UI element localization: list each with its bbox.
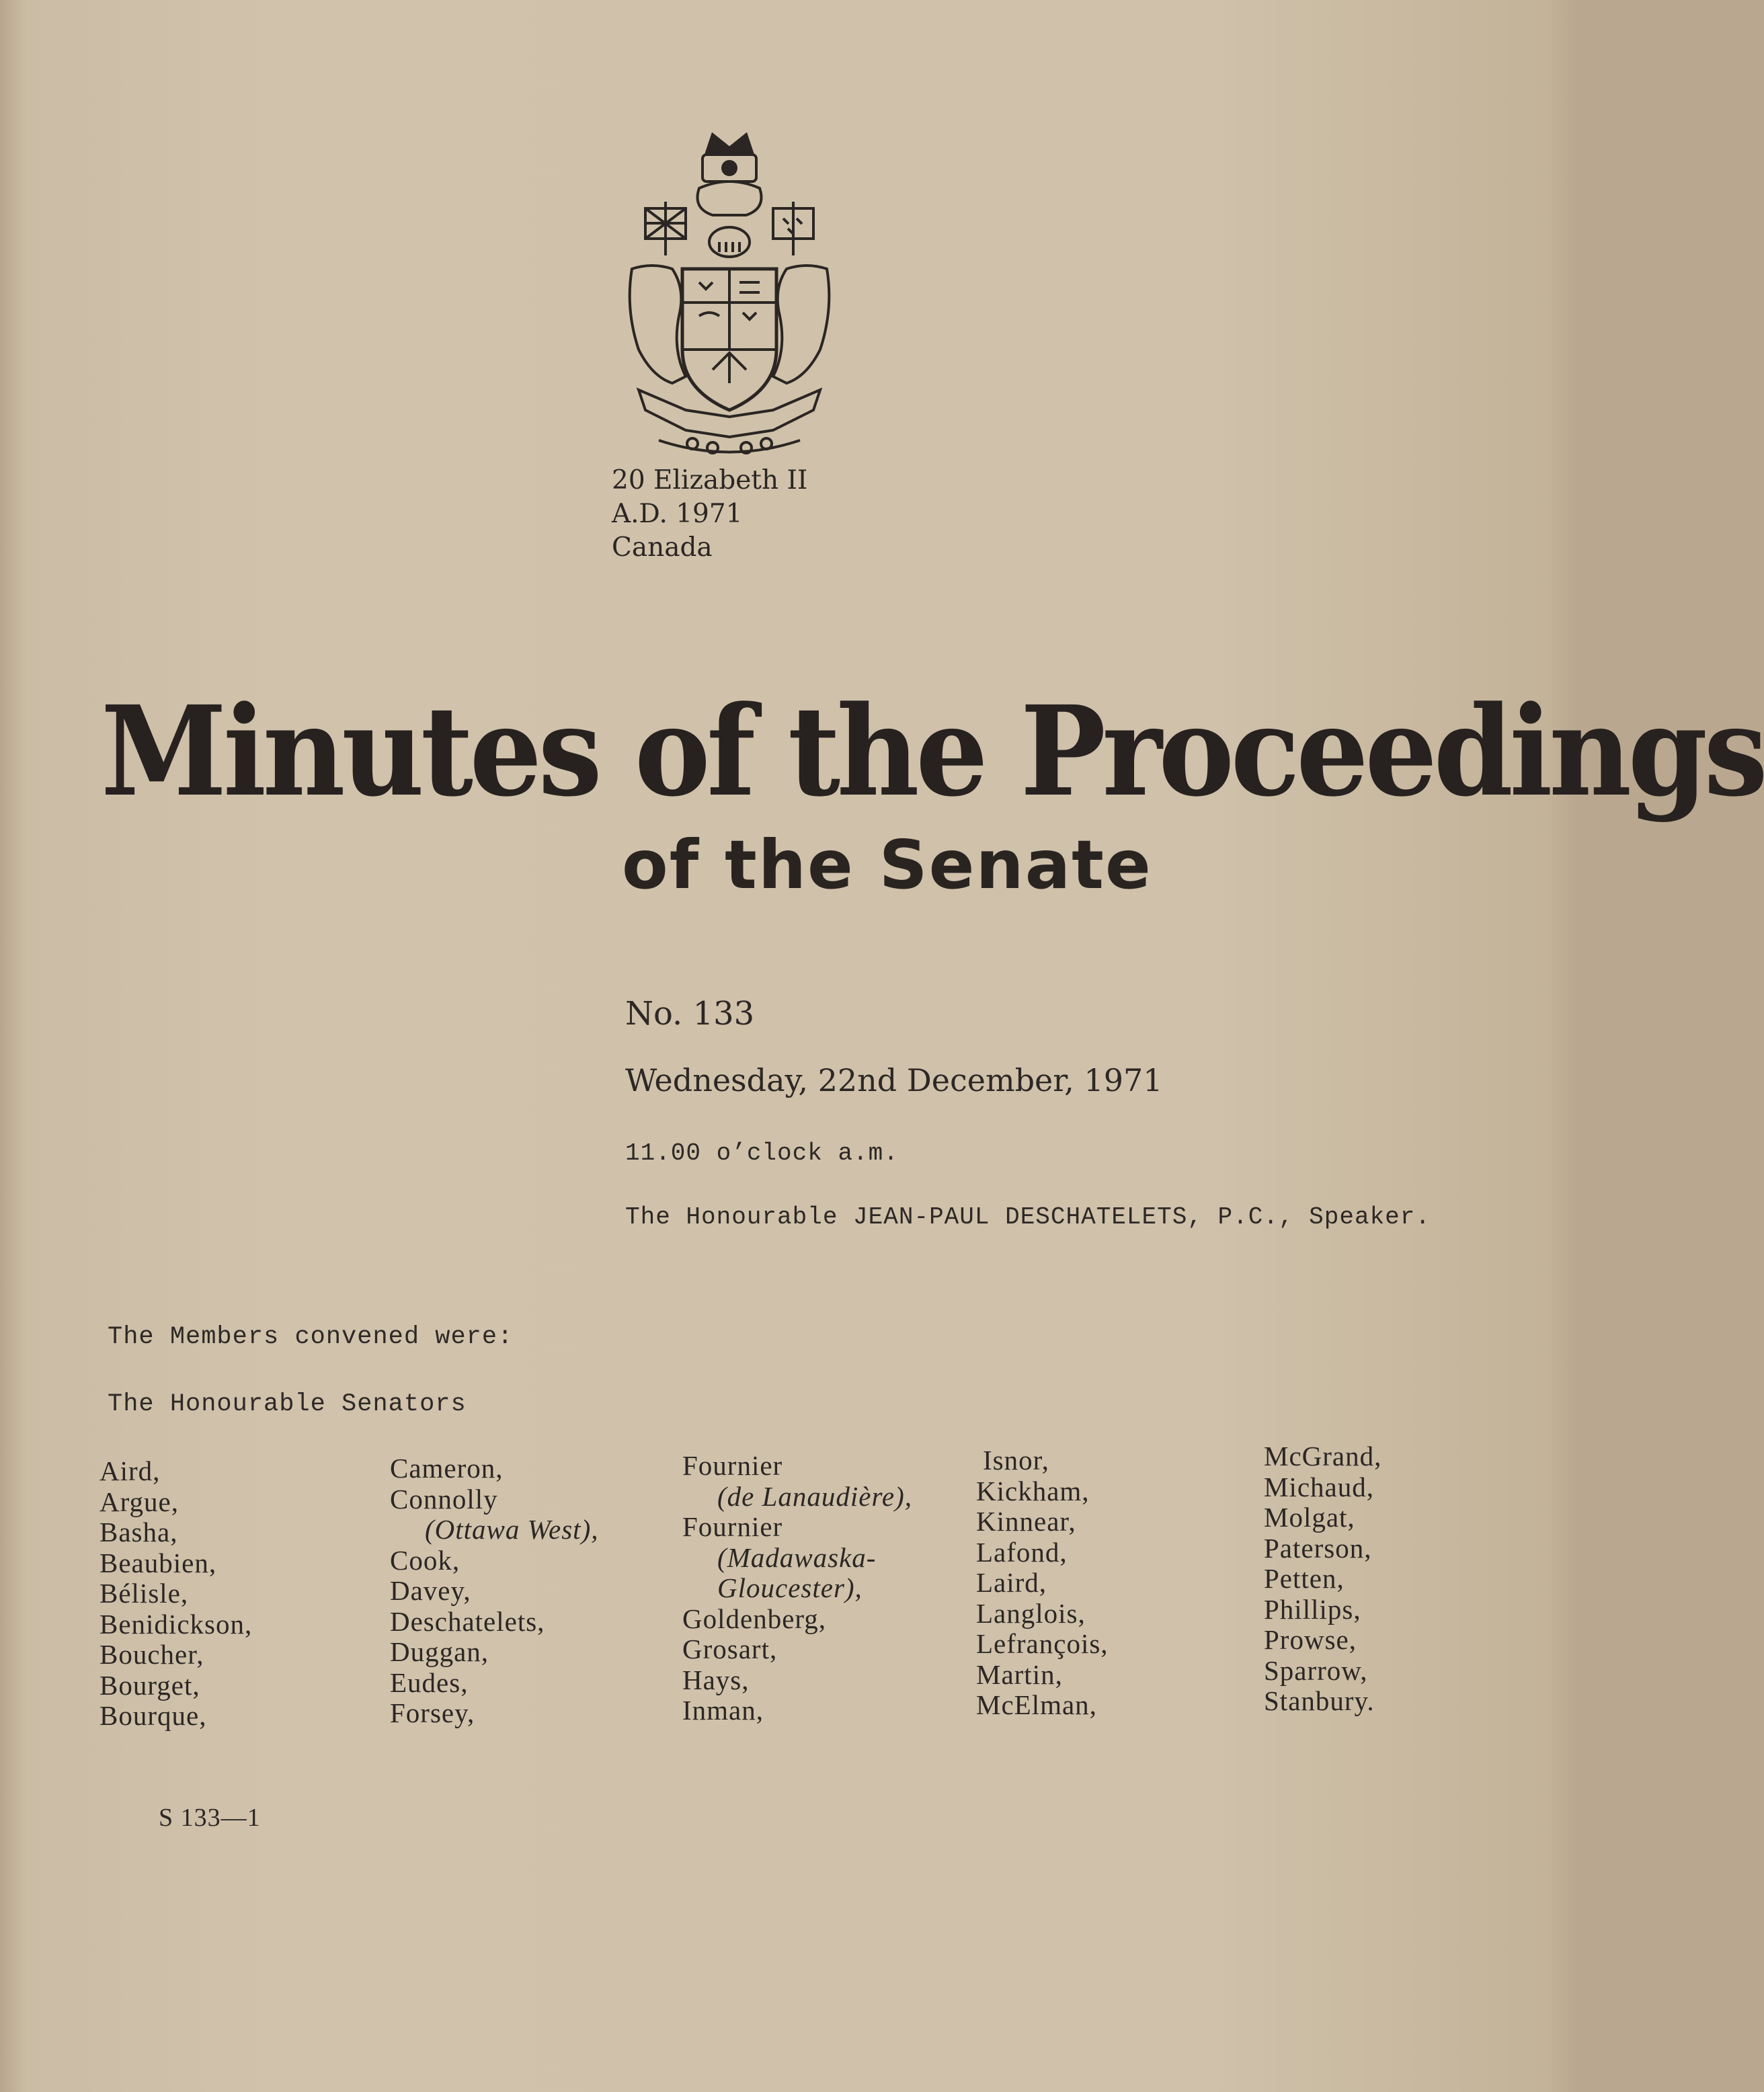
senator-riding: (Ottawa West), [425,1514,599,1545]
senator-name: Aird, [99,1455,161,1486]
senator-name: Phillips, [1264,1593,1361,1625]
senator-name: Martin, [976,1658,1063,1690]
senator-name: Molgat, [1264,1502,1355,1533]
senator-name: Prowse, [1264,1624,1357,1655]
senator-name: Lefrançois, [976,1628,1109,1659]
year: A.D. 1971 [612,499,743,529]
senators-column-5 [1264,1441,1381,1717]
senator-name: Fournier [682,1511,783,1542]
senator-name: Boucher, [99,1639,204,1670]
senator-name: Lafond, [976,1536,1068,1568]
senator-name: Fournier [682,1450,783,1481]
senators-column-3 [682,1451,912,1726]
senator-name: Isnor, [983,1445,1049,1476]
sitting-time: 11.00 o’clock a.m. [625,1139,899,1167]
senator-riding: (de Lanaudière), [717,1480,913,1512]
senator-name: Michaud, [1264,1471,1374,1502]
senator-name: Forsey, [390,1697,475,1728]
senator-name: Kickham, [976,1475,1090,1506]
senators-heading: The Honourable Senators [108,1390,467,1418]
senator-name: Laird, [976,1567,1047,1598]
senators-column-1 [99,1456,252,1732]
senator-riding: (Madawaska- [717,1541,877,1573]
senator-name: Benidickson, [99,1608,253,1640]
senator-name: Argue, [99,1486,179,1517]
senator-name: Sparrow, [1264,1654,1368,1686]
document-title: Minutes of the Proceedings [101,679,1764,824]
senator-name: Eudes, [390,1666,469,1698]
senator-name: Beaubien, [99,1547,217,1578]
senator-name: Petten, [1264,1563,1345,1594]
senator-name: Basha, [99,1517,178,1547]
senator-name: Cook, [390,1544,460,1576]
senator-name: Inman, [682,1695,764,1726]
senator-name: Langlois, [976,1597,1086,1629]
members-intro: The Members convened were: [108,1323,514,1351]
senators-column-4 [976,1445,1109,1721]
senators-column-2 [390,1453,598,1729]
regnal-year: 20 Elizabeth II [612,465,808,495]
senator-name: Bourque, [99,1700,207,1731]
senator-name: Hays, [682,1664,750,1695]
coat-of-arms-icon [612,134,847,457]
senator-name: Connolly [390,1483,498,1515]
senator-name: Davey, [390,1575,471,1606]
document-subtitle: of the Senate [622,826,1152,904]
senator-name: Paterson, [1264,1532,1372,1564]
senator-name: Grosart, [682,1634,778,1664]
senator-name: Cameron, [390,1453,504,1484]
page-signature: S 133—1 [159,1804,261,1832]
senator-riding: Gloucester), [717,1572,863,1603]
senator-name: Kinnear, [976,1506,1076,1537]
senator-name: Bélisle, [99,1578,189,1609]
senator-name: Bourget, [99,1669,200,1701]
senator-name: Duggan, [390,1636,489,1667]
senator-name: McGrand, [1264,1441,1382,1472]
senator-name: Stanbury. [1264,1685,1375,1716]
senator-name: McElman, [976,1689,1097,1720]
country: Canada [612,532,713,563]
speaker-line: The Honourable JEAN-PAUL DESCHATELETS, P.C., Speaker. [625,1203,1431,1231]
sitting-number: No. 133 [625,995,755,1033]
senator-name: Goldenberg, [682,1603,827,1634]
senator-name: Deschatelets, [390,1605,545,1637]
sitting-date: Wednesday, 22nd December, 1971 [625,1062,1163,1098]
